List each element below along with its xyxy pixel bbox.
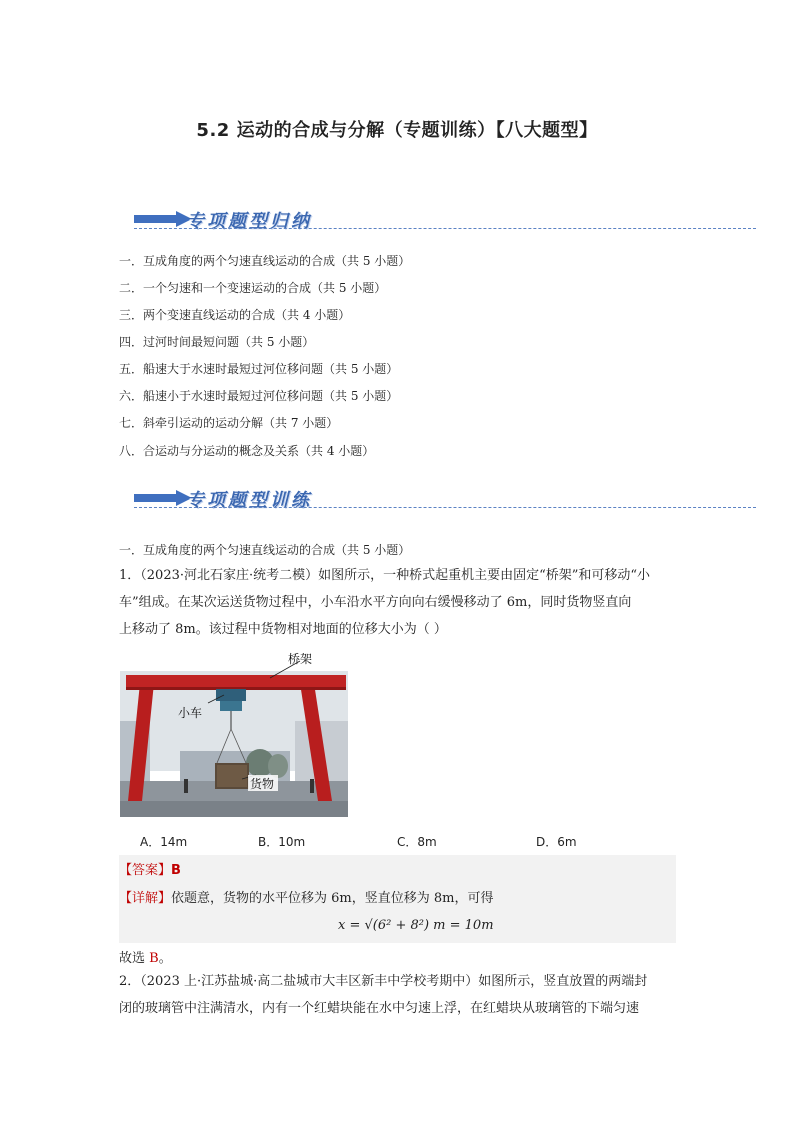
crane-photo	[120, 651, 348, 817]
arrow-right-icon	[134, 490, 194, 506]
question-1-text: 1．（2023·河北石家庄·统考二模）如图所示，一种桥式起重机主要由固定“桥架”和可移动“小 车”组成。在某次运送货物过程中，小车沿水平方向向右缓慢移动了 6m，同时货物竖直向 上移动了 8m。该过程中货物相对地面的位移大小为（ ）	[119, 568, 651, 637]
section-banner-training	[118, 483, 756, 513]
banner-title: 专项题型训练	[186, 490, 312, 511]
toc-item: 二．一个匀速和一个变速运动的合成（共 5 小题）	[119, 281, 387, 295]
label-cart: 小车	[178, 706, 203, 720]
answer-value: B	[171, 863, 181, 878]
detail-line	[119, 887, 493, 906]
banner-title: 专项题型归纳	[186, 211, 312, 232]
toc-item: 五．船速大于水速时最短过河位移问题（共 5 小题）	[119, 362, 399, 376]
choice-b: B．10m	[258, 835, 306, 849]
toc-item: 七．斜牵引运动的运动分解（共 7 小题）	[119, 416, 339, 430]
detail-text: 依题意，货物的水平位移为 6m，竖直位移为 8m，可得	[171, 891, 494, 906]
choice-c: C．8m	[397, 835, 437, 849]
formula: x = √(6² + 8²) m = 10m	[338, 918, 494, 933]
detail-label: 【详解】	[119, 891, 172, 906]
toc-item: 三．两个变速直线运动的合成（共 4 小题）	[119, 308, 351, 322]
toc-item: 四．过河时间最短问题（共 5 小题）	[119, 335, 315, 349]
section-heading: 一．互成角度的两个匀速直线运动的合成（共 5 小题）	[119, 543, 411, 557]
page-title: 5.2 运动的合成与分解（专题训练）【八大题型】	[196, 120, 598, 141]
toc-item: 一．互成角度的两个匀速直线运动的合成（共 5 小题）	[119, 254, 411, 268]
label-cargo: 货物	[250, 777, 275, 791]
conclusion: 故选 B。	[119, 951, 172, 966]
answer-label: 【答案】	[119, 863, 172, 878]
toc-item: 八．合运动与分运动的概念及关系（共 4 小题）	[119, 444, 375, 458]
question-2-text: 2．（2023 上·江苏盐城·高二盐城市大丰区新丰中学校考期中）如图所示，竖直放置的两端封 闭的玻璃管中注满清水，内有一个红蜡块能在水中匀速上浮，在红蜡块从玻璃管的下端匀速	[119, 974, 648, 1016]
divider	[134, 507, 756, 508]
arrow-right-icon	[134, 211, 194, 227]
label-bridge: 桥架	[288, 652, 313, 666]
section-banner-summary	[118, 204, 756, 234]
choice-a: A．14m	[140, 835, 188, 849]
toc-item: 六．船速小于水速时最短过河位移问题（共 5 小题）	[119, 389, 399, 403]
choice-d: D．6m	[536, 835, 577, 849]
answer-line	[119, 859, 181, 878]
divider	[134, 228, 756, 229]
